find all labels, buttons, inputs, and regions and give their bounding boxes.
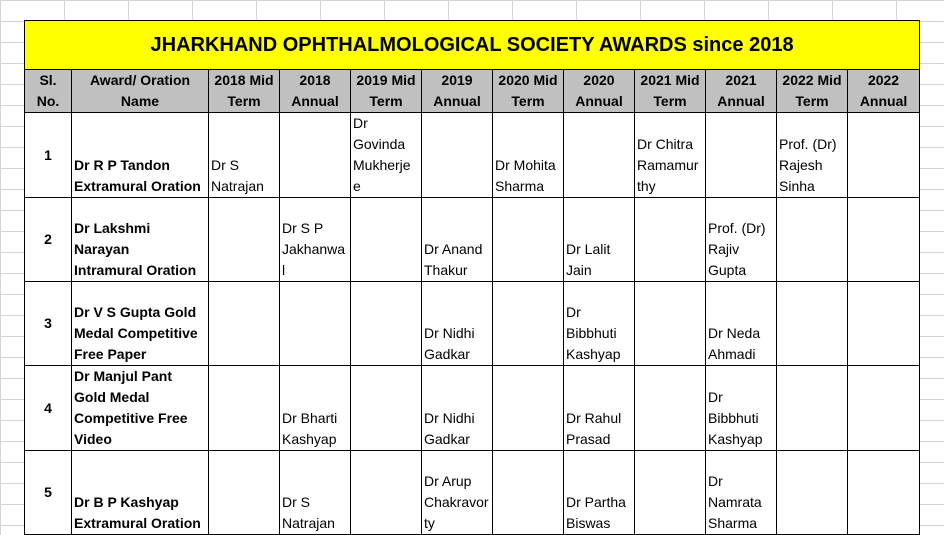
recipient-cell[interactable] — [777, 198, 848, 282]
serial-number-cell[interactable]: 3 — [25, 282, 72, 366]
recipient-cell[interactable] — [209, 113, 280, 198]
cell-text-line: 2018 — [299, 72, 331, 88]
table-row — [25, 451, 920, 535]
cell-text-line: Dr S P — [282, 220, 324, 236]
recipient-cell[interactable] — [209, 282, 280, 366]
cell-text-line: Prof. (Dr) — [708, 220, 766, 236]
column-header[interactable] — [422, 70, 493, 113]
recipient-cell[interactable] — [635, 366, 706, 451]
cell-text-line: Sharma — [708, 515, 758, 531]
cell-text-line: Annual — [717, 93, 765, 109]
cell-text-line: Prasad — [566, 431, 611, 447]
recipient-cell[interactable] — [564, 282, 635, 366]
recipient-cell[interactable] — [777, 282, 848, 366]
cell-text-line: Dr V S Gupta Gold — [74, 304, 197, 320]
cell-text-line: Annual — [433, 93, 481, 109]
table-body — [25, 113, 920, 535]
recipient-cell[interactable] — [280, 282, 351, 366]
cell-text-line: Natrajan — [211, 178, 264, 194]
cell-text-line: 2019 — [441, 72, 473, 88]
header-row — [25, 70, 920, 113]
award-name-cell[interactable] — [72, 198, 209, 282]
recipient-cell[interactable] — [564, 113, 635, 198]
cell-text-line: 2018 Mid — [214, 72, 274, 88]
column-header[interactable] — [493, 70, 564, 113]
cell-text-line: Free Paper — [74, 346, 147, 362]
recipient-cell[interactable] — [777, 451, 848, 535]
cell-text-line: Mukherje — [353, 157, 411, 173]
cell-text-line: Jakhanwa — [282, 241, 346, 257]
recipient-cell[interactable] — [777, 366, 848, 451]
cell-text-line: Prof. (Dr) — [779, 136, 837, 152]
column-header[interactable] — [706, 70, 777, 113]
cell-text-line: Annual — [291, 93, 339, 109]
column-header[interactable] — [564, 70, 635, 113]
cell-text-line: Dr S — [211, 157, 239, 173]
recipient-cell[interactable] — [635, 113, 706, 198]
cell-text-line: Namrata — [708, 494, 762, 510]
cell-text-line: Video — [74, 431, 112, 447]
recipient-cell[interactable] — [422, 282, 493, 366]
column-header[interactable] — [209, 70, 280, 113]
recipient-cell[interactable] — [564, 198, 635, 282]
cell-text-line: Dr Arup — [424, 473, 472, 489]
recipient-cell[interactable] — [564, 451, 635, 535]
cell-text-line: Dr Lakshmi — [74, 220, 151, 236]
cell-text-line: Term — [511, 93, 545, 109]
cell-text-line: Gold Medal — [74, 389, 150, 405]
awards-table — [24, 20, 920, 535]
table-row — [25, 282, 920, 366]
cell-text-line: 2022 — [867, 72, 900, 88]
cell-text-line: Ahmadi — [708, 346, 756, 362]
cell-text-line: ty — [424, 515, 435, 531]
cell-text-line: e — [353, 178, 361, 194]
recipient-cell[interactable] — [635, 451, 706, 535]
cell-text-line: Intramural Oration — [74, 262, 197, 278]
cell-text-line: Name — [120, 93, 160, 109]
recipient-cell[interactable] — [564, 366, 635, 451]
cell-text-line: Dr Chitra — [637, 136, 694, 152]
recipient-cell[interactable] — [848, 113, 920, 198]
recipient-cell[interactable] — [635, 198, 706, 282]
cell-text-line: Dr Partha — [566, 494, 626, 510]
serial-number-cell[interactable]: 5 — [25, 451, 72, 535]
cell-text-line: Biswas — [566, 515, 611, 531]
recipient-cell[interactable] — [351, 451, 422, 535]
sheet-title[interactable]: JHARKHAND OPHTHALMOLOGICAL SOCIETY AWARDS since 2018 — [25, 21, 920, 70]
cell-text-line: Rajiv — [708, 241, 740, 257]
column-header[interactable] — [848, 70, 920, 113]
column-header[interactable] — [351, 70, 422, 113]
cell-text-line: Dr — [353, 115, 368, 131]
recipient-cell[interactable] — [209, 198, 280, 282]
recipient-cell[interactable] — [706, 451, 777, 535]
award-name-cell[interactable] — [72, 113, 209, 198]
cell-text-line: Kashyap — [282, 431, 337, 447]
cell-text-line: Kashyap — [566, 346, 621, 362]
recipient-cell[interactable] — [280, 113, 351, 198]
cell-text-line: Extramural Oration — [74, 178, 201, 194]
cell-text-line: Annual — [859, 93, 908, 109]
recipient-cell[interactable] — [351, 282, 422, 366]
cell-text-line: 2021 Mid — [640, 72, 700, 88]
cell-text-line: Dr Nidhi — [424, 410, 475, 426]
cell-text-line: 2019 Mid — [356, 72, 416, 88]
cell-text-line: Bibbhuti — [566, 325, 617, 341]
recipient-cell[interactable] — [351, 198, 422, 282]
recipient-cell[interactable] — [706, 113, 777, 198]
cell-text-line: 2020 Mid — [498, 72, 558, 88]
cell-text-line: Dr Lalit — [566, 241, 611, 257]
cell-text-line: 2021 — [725, 72, 757, 88]
recipient-cell[interactable] — [351, 113, 422, 198]
table-row — [25, 113, 920, 198]
recipient-cell[interactable] — [706, 366, 777, 451]
cell-text-line: thy — [637, 178, 656, 194]
cell-text-line: Rajesh — [779, 157, 823, 173]
cell-text-line: Dr — [708, 389, 723, 405]
cell-text-line: Gupta — [708, 262, 747, 278]
recipient-cell[interactable] — [848, 282, 920, 366]
cell-text-line: Annual — [575, 93, 623, 109]
cell-text-line: Term — [227, 93, 261, 109]
cell-text-line: Dr B P Kashyap — [74, 494, 179, 510]
cell-text-line: Natrajan — [282, 515, 335, 531]
serial-number-cell[interactable]: 1 — [25, 113, 72, 198]
cell-text-line: Dr Mohita — [495, 157, 556, 173]
cell-text-line: 2022 Mid — [782, 72, 842, 88]
award-name-cell[interactable] — [72, 451, 209, 535]
cell-text-line: Bibbhuti — [708, 410, 759, 426]
award-name-cell[interactable] — [72, 282, 209, 366]
recipient-cell[interactable] — [493, 198, 564, 282]
cell-text-line: Ramamur — [637, 157, 699, 173]
column-header[interactable] — [777, 70, 848, 113]
recipient-cell[interactable] — [706, 198, 777, 282]
cell-text-line: Term — [653, 93, 687, 109]
recipient-cell[interactable] — [422, 451, 493, 535]
cell-text-line: Govinda — [353, 136, 406, 152]
cell-text-line: 2020 — [583, 72, 615, 88]
recipient-cell[interactable] — [848, 451, 920, 535]
cell-text-line: Gadkar — [424, 431, 470, 447]
column-header[interactable] — [280, 70, 351, 113]
cell-text-line: Dr Rahul — [566, 410, 622, 426]
serial-number-cell[interactable]: 2 — [25, 198, 72, 282]
table-row — [25, 198, 920, 282]
recipient-cell[interactable] — [280, 198, 351, 282]
recipient-cell[interactable] — [493, 113, 564, 198]
cell-text-line: Dr — [566, 304, 581, 320]
cell-text-line: Dr Manjul Pant — [74, 368, 173, 384]
column-header[interactable] — [72, 70, 209, 113]
recipient-cell[interactable] — [422, 113, 493, 198]
cell-text-line: Kashyap — [708, 431, 763, 447]
cell-text-line: l — [282, 262, 286, 278]
cell-text-line: Dr Anand — [424, 241, 483, 257]
cell-text-line: Competitive Free — [74, 410, 188, 426]
cell-text-line: Sinha — [779, 178, 815, 194]
cell-text-line: Narayan — [74, 241, 130, 257]
award-name-cell[interactable] — [72, 366, 209, 451]
cell-text-line: Dr — [708, 473, 723, 489]
cell-text-line: Award/ Oration — [89, 72, 191, 88]
cell-text-line: Dr Bharti — [282, 410, 338, 426]
recipient-cell[interactable] — [635, 282, 706, 366]
cell-text-line: Extramural Oration — [74, 515, 201, 531]
cell-text-line: Sharma — [495, 178, 545, 194]
recipient-cell[interactable] — [280, 451, 351, 535]
recipient-cell[interactable] — [209, 451, 280, 535]
recipient-cell[interactable] — [280, 366, 351, 451]
cell-text-line: Dr Nidhi — [424, 325, 475, 341]
cell-text-line: Medal Competitive — [74, 325, 198, 341]
cell-text-line: Dr S — [282, 494, 310, 510]
recipient-cell[interactable] — [848, 366, 920, 451]
recipient-cell[interactable] — [493, 366, 564, 451]
cell-text-line: Gadkar — [424, 346, 470, 362]
cell-text-line: Thakur — [424, 262, 468, 278]
table-row — [25, 366, 920, 451]
cell-text-line: Jain — [566, 262, 592, 278]
cell-text-line: No. — [36, 93, 60, 109]
cell-text-line: Dr R P Tandon — [74, 157, 170, 173]
column-header[interactable] — [635, 70, 706, 113]
recipient-cell[interactable] — [209, 366, 280, 451]
cell-text-line: Dr Neda — [708, 325, 761, 341]
recipient-cell[interactable] — [351, 366, 422, 451]
cell-text-line: Term — [369, 93, 403, 109]
column-header[interactable] — [25, 70, 72, 113]
cell-text-line: Chakravor — [424, 494, 489, 510]
cell-text-line: Term — [795, 93, 829, 109]
recipient-cell[interactable] — [422, 198, 493, 282]
recipient-cell[interactable] — [848, 198, 920, 282]
recipient-cell[interactable] — [493, 282, 564, 366]
serial-number-cell[interactable]: 4 — [25, 366, 72, 451]
recipient-cell[interactable] — [706, 282, 777, 366]
cell-text-line: Sl. — [39, 72, 57, 88]
recipient-cell[interactable] — [777, 113, 848, 198]
recipient-cell[interactable] — [493, 451, 564, 535]
recipient-cell[interactable] — [422, 366, 493, 451]
